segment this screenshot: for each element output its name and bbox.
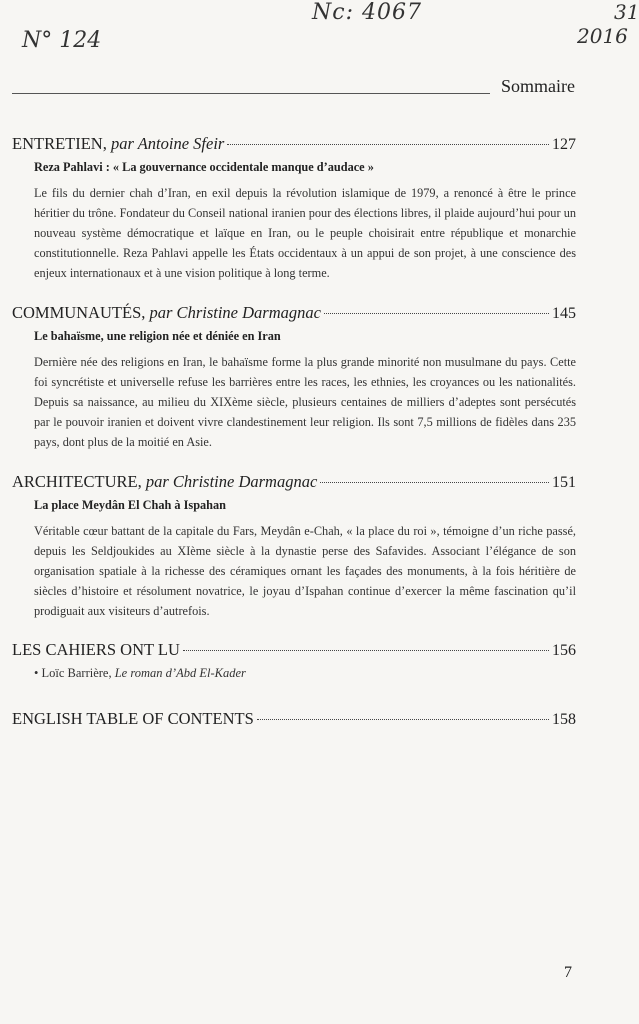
toc-entry-communautes [12,303,576,452]
toc-entry-heading[interactable] [12,640,576,660]
toc-entry-heading[interactable] [12,134,576,154]
toc-entry-heading[interactable] [12,709,576,729]
page-ref: 127 [552,136,576,153]
dot-leader [324,313,549,314]
article-summary: Dernière née des religions en Iran, le bahaïsme forme la plus grande minorité non musulmane du pays. Cette foi syncrétiste et universelle refuse les barrières entre les races, les ethnies, les croyances ou les nationalités. Depuis sa naissance, au milieu du XIXème siècle, plusieurs centaines de milliers d’adeptes sont persécutés par le pouvoir iranien et doivent vivre clandestinement leur religion. Ils sont 7,5 millions de fidèles dans 235 pays, dont plus de la moitié en Asie. [34,355,576,449]
dot-leader [183,650,549,651]
toc-entry-heading[interactable] [12,472,576,492]
article-title: Reza Pahlavi : « La gouvernance occidentale manque d’audace » [34,160,374,174]
toc-entry-cahiers [12,640,576,681]
page-ref: 156 [552,642,576,659]
article-title: La place Meydân El Chah à Ispahan [34,498,227,512]
rubric-label: ARCHITECTURE, [12,472,142,491]
page-title: Sommaire [501,76,575,96]
rubric-label: LES CAHIERS ONT LU [12,640,180,659]
book-title: Le roman d’Abd El-Kader [114,666,246,680]
page-number: 7 [564,964,572,981]
toc-entry-english [12,709,576,729]
rubric-label: ENTRETIEN, [12,134,107,153]
handwritten-year: 2016 [577,24,628,48]
author-label: par Antoine Sfeir [110,134,225,153]
page-ref: 158 [552,711,576,728]
article-summary: Véritable cœur battant de la capitale du Fars, Meydân e-Chah, « la place du roi », témoigne d’un riche passé, depuis les Seldjoukides au XIème siècle à la dynastie perse des Safavides. Associant l’élégance de son organisation spatiale à la richesse des céramiques ornant les façades des monuments, à la fois héritière de siècles d’histoire et résolument novatrice, le joyau d’Ispahan continue d’exercer la même fascination qu’il prodiguait aux visiteurs d’autrefois. [34,524,576,618]
dot-leader [257,719,549,720]
header-rule [12,93,490,94]
page-ref: 151 [552,474,576,491]
dot-leader [227,144,549,145]
toc-entry-entretien [12,134,576,283]
book-author: • Loïc Barrière, [34,666,112,680]
handwritten-note: 31 [614,0,639,24]
author-label: par Christine Darmagnac [149,303,321,322]
article-title: Le bahaïsme, une religion née et déniée en Iran [34,329,281,343]
author-label: par Christine Darmagnac [145,472,318,491]
dot-leader [320,482,549,483]
toc-entry-heading[interactable] [12,303,576,323]
toc-entry-architecture [12,472,576,621]
handwritten-reference: Nc: 4067 [312,0,422,25]
book-review-item [34,666,576,681]
rubric-label: COMMUNAUTÉS, [12,303,146,322]
article-summary: Le fils du dernier chah d’Iran, en exil depuis la révolution islamique de 1979, a renoncé à être le prince héritier du trône. Fondateur du Conseil national iranien pour des élections libres, il plaide aujourd’hui pour un nouveau système démocratique et laïque en Iran, ou le peuple choisirait entre république et monarchie constitutionnelle. Reza Pahlavi appelle les États occidentaux à un appui de son projet, à une conscience des enjeux internationaux et à une vision politique à long terme. [34,186,576,280]
page-ref: 145 [552,305,576,322]
handwritten-issue-number: N° 124 [22,28,102,53]
rubric-label: ENGLISH TABLE OF CONTENTS [12,709,254,728]
